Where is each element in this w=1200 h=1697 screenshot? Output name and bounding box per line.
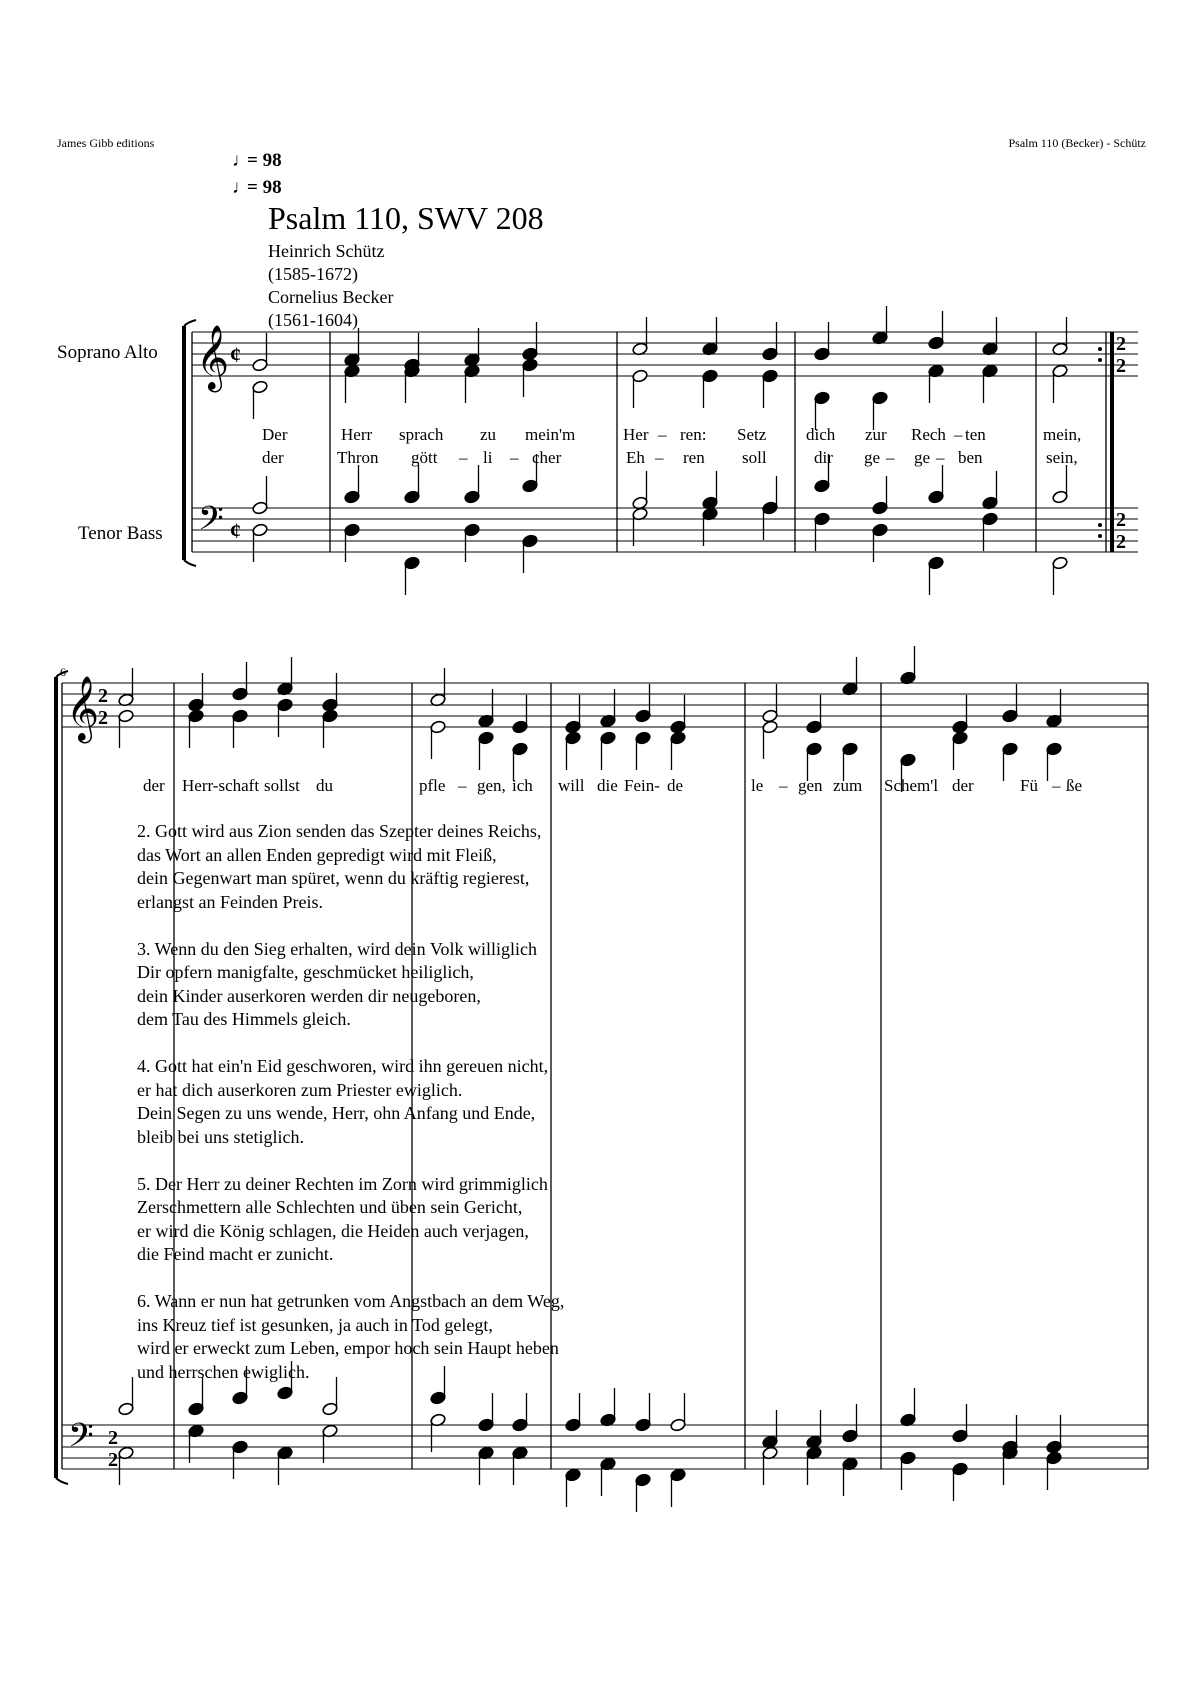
notehead (762, 501, 779, 515)
lyric-syllable: der (262, 448, 284, 467)
svg-text:2: 2 (1116, 531, 1126, 553)
lyric-syllable: Eh (626, 448, 645, 467)
lyric-syllable: – (886, 448, 895, 467)
svg-text:2: 2 (108, 1449, 118, 1471)
notehead (762, 709, 779, 723)
instrument-label-lower: Tenor Bass (78, 523, 163, 544)
lyrics-system1-line2 (262, 448, 1078, 467)
notehead (232, 687, 249, 701)
notes-upper-system1 (252, 306, 1069, 430)
cut-time-icon: ¢ (230, 518, 241, 543)
notehead (430, 720, 447, 734)
notehead (842, 742, 859, 756)
lyric-syllable: gen (798, 776, 823, 795)
verse-5: 5. Der Herr zu deiner Rechten im Zorn wird grimmiglich Zerschmettern alle Schlechten und üben sein Gericht, er wird die König schlagen, die Heiden auch verjagen, die Feind macht er zunicht. (137, 1173, 548, 1264)
notehead (464, 490, 481, 504)
notehead (982, 512, 999, 526)
notehead (464, 523, 481, 537)
lyric-syllable: sprach (399, 425, 444, 444)
notehead (952, 731, 969, 745)
svg-text:2: 2 (1116, 509, 1126, 531)
notehead (565, 731, 582, 745)
poet-dates: (1561-1604) (268, 310, 358, 330)
svg-text:2: 2 (98, 685, 108, 707)
notehead (952, 720, 969, 734)
notehead (565, 1418, 582, 1432)
tempo-mark-1: ♩= 98 (232, 150, 282, 171)
lyric-syllable: Schem'l (884, 776, 939, 795)
verse-3: 3. Wenn du den Sieg erhalten, wird dein Volk williglich Dir opfern manigfalte, geschmücket heiliglich, dein Kinder auserkoren werden dir neugeboren, dem Tau des Himmels gleich. (137, 938, 537, 1029)
notehead (404, 490, 421, 504)
notehead (635, 1473, 652, 1487)
lyric-syllable: soll (742, 448, 767, 467)
notehead (702, 369, 719, 383)
lyric-syllable: sollst (264, 776, 300, 795)
notehead (928, 556, 945, 570)
svg-text:2: 2 (1116, 355, 1126, 377)
lyric-syllable: Thron (337, 448, 379, 467)
notehead (1002, 709, 1019, 723)
lyric-syllable: Der (262, 425, 288, 444)
verse-2: 2. Gott wird aus Zion senden das Szepter deines Reichs, das Wort an allen Enden gepredigt wird mit Fleiß, dein Gegenwart man spüret, wenn du kräftig regierest, erlangst an Feinden Preis. (137, 821, 542, 912)
notehead (252, 523, 269, 537)
lyric-syllable: – (658, 425, 667, 444)
notehead (118, 709, 135, 723)
lyric-syllable: ren (683, 448, 705, 467)
notehead (670, 720, 687, 734)
lyric-syllable: zum (833, 776, 863, 795)
lyric-syllable: will (558, 776, 585, 795)
lyric-syllable: – (954, 425, 963, 444)
notehead (635, 1418, 652, 1432)
notehead (952, 1429, 969, 1443)
bass-clef-icon: 𝄢 (68, 1417, 94, 1463)
piece-title: Psalm 110, SWV 208 (268, 200, 544, 236)
lyric-syllable: die (597, 776, 618, 795)
notehead (632, 369, 649, 383)
notehead (814, 347, 831, 361)
composer-dates: (1585-1672) (268, 264, 358, 284)
lyric-syllable: mein, (1043, 425, 1082, 444)
running-header: Psalm 110 (Becker) - Schütz (1008, 136, 1146, 150)
notes-upper-system2 (118, 646, 1063, 792)
notehead (842, 1429, 859, 1443)
svg-text:2: 2 (1116, 333, 1126, 355)
notehead (277, 698, 294, 712)
notehead (478, 1418, 495, 1432)
treble-clef-icon: 𝄞 (66, 676, 100, 741)
poet: Cornelius Becker (268, 287, 394, 307)
lyric-syllable: Setz (737, 425, 767, 444)
notehead (814, 479, 831, 493)
measure-number: 6 (60, 665, 66, 679)
lyric-syllable: Herr-schaft (182, 776, 260, 795)
notehead (1046, 1440, 1063, 1454)
lyric-syllable: – (459, 448, 468, 467)
lyric-syllable: – (458, 776, 467, 795)
tempo-mark-2: ♩= 98 (232, 177, 282, 198)
notehead (1046, 1451, 1063, 1465)
lyric-syllable: gött (411, 448, 438, 467)
verse-4: 4. Gott hat ein'n Eid geschworen, wird ihn gereuen nicht, er hat dich auserkoren zum Priester ewiglich. Dein Segen zu uns wende, Herr, ohn Anfang und Ende, bleib bei uns stetiglich. (137, 1056, 549, 1147)
notehead (522, 347, 539, 361)
notehead (322, 709, 339, 723)
notehead (512, 720, 529, 734)
notehead (404, 556, 421, 570)
notehead (670, 1418, 687, 1432)
notehead (814, 391, 831, 405)
notehead (565, 720, 582, 734)
notehead (512, 1418, 529, 1432)
lyric-syllable: Fü (1020, 776, 1038, 795)
notehead (814, 512, 831, 526)
notehead (900, 1451, 917, 1465)
lyric-syllable: Rech (911, 425, 946, 444)
notehead (600, 731, 617, 745)
lyric-syllable: der (952, 776, 974, 795)
lyric-syllable: pfle (419, 776, 446, 795)
lyric-syllable: – (510, 448, 519, 467)
notehead (252, 501, 269, 515)
notehead (232, 1440, 249, 1454)
notehead (252, 358, 269, 372)
lyric-syllable: li (483, 448, 493, 467)
notes-lower-system1 (252, 454, 1069, 595)
notehead (118, 1402, 135, 1416)
lyric-syllable: ße (1066, 776, 1083, 795)
notehead (762, 369, 779, 383)
bass-clef-icon: 𝄢 (198, 500, 224, 546)
notehead (232, 709, 249, 723)
lyric-syllable: – (1052, 776, 1061, 795)
notehead (1046, 742, 1063, 756)
notehead (670, 1468, 687, 1482)
notehead (872, 523, 889, 537)
notehead (1052, 490, 1069, 504)
lyric-syllable: – (655, 448, 664, 467)
repeat-bar (1110, 332, 1114, 552)
lyric-syllable: – (936, 448, 945, 467)
notehead (806, 720, 823, 734)
lyric-syllable: sein, (1046, 448, 1078, 467)
notehead (762, 347, 779, 361)
notehead (478, 731, 495, 745)
additional-verses (137, 820, 657, 1408)
lyric-syllable: gen, (477, 776, 506, 795)
lyric-syllable: ich (512, 776, 533, 795)
lyric-syllable: dich (806, 425, 836, 444)
lyric-syllable: mein'm (525, 425, 576, 444)
notehead (952, 1462, 969, 1476)
notehead (344, 523, 361, 537)
notehead (1002, 742, 1019, 756)
notehead (635, 731, 652, 745)
composer: Heinrich Schütz (268, 241, 385, 261)
lyric-syllable: Herr (341, 425, 373, 444)
lyric-syllable: de (667, 776, 684, 795)
quarter-note-icon: ♩ (232, 150, 251, 171)
notehead (252, 380, 269, 394)
notehead (670, 731, 687, 745)
notehead (522, 534, 539, 548)
notehead (928, 336, 945, 350)
instrument-label-upper: Soprano Alto (57, 342, 158, 363)
lyric-syllable: zur (865, 425, 887, 444)
verse-6: 6. Wann er nun hat getrunken vom Angstbach an dem Weg, ins Kreuz tief ist gesunken, ja auch in Tod gelegt, wird er erweckt zum Leben, empor hoch sein Haupt heben und herrschen ewiglich. (137, 1291, 565, 1382)
notehead (762, 720, 779, 734)
cut-time-icon: ¢ (230, 342, 241, 367)
lyric-syllable: ten (965, 425, 986, 444)
lyric-syllable: Her (623, 425, 649, 444)
notehead (872, 501, 889, 515)
notehead (188, 709, 205, 723)
lyrics-system2 (143, 776, 1082, 795)
notehead (900, 753, 917, 767)
notehead (806, 742, 823, 756)
notehead (188, 698, 205, 712)
notehead (322, 698, 339, 712)
notehead (344, 490, 361, 504)
notehead (512, 742, 529, 756)
lyric-syllable: zu (480, 425, 497, 444)
svg-text:2: 2 (98, 707, 108, 729)
lyric-syllable: cher (532, 448, 562, 467)
notehead (1052, 556, 1069, 570)
lyric-syllable: dir (814, 448, 833, 467)
edition-credit: James Gibb editions (57, 136, 155, 150)
lyric-syllable: der (143, 776, 165, 795)
notehead (872, 391, 889, 405)
lyrics-system1-line1 (262, 425, 1081, 444)
lyric-syllable: ge (864, 448, 881, 467)
treble-clef-icon: 𝄞 (196, 325, 230, 390)
notehead (522, 479, 539, 493)
lyric-syllable: ren: (680, 425, 707, 444)
lyric-syllable: – (779, 776, 788, 795)
notehead (565, 1468, 582, 1482)
quarter-note-icon: ♩ (232, 177, 251, 198)
lyric-syllable: le (751, 776, 764, 795)
lyric-syllable: ge (914, 448, 931, 467)
svg-text:2: 2 (108, 1427, 118, 1449)
lyric-syllable: du (316, 776, 333, 795)
lyric-syllable: Fein- (624, 776, 660, 795)
notehead (522, 358, 539, 372)
notehead (928, 490, 945, 504)
lyric-syllable: ben (958, 448, 983, 467)
notehead (635, 709, 652, 723)
